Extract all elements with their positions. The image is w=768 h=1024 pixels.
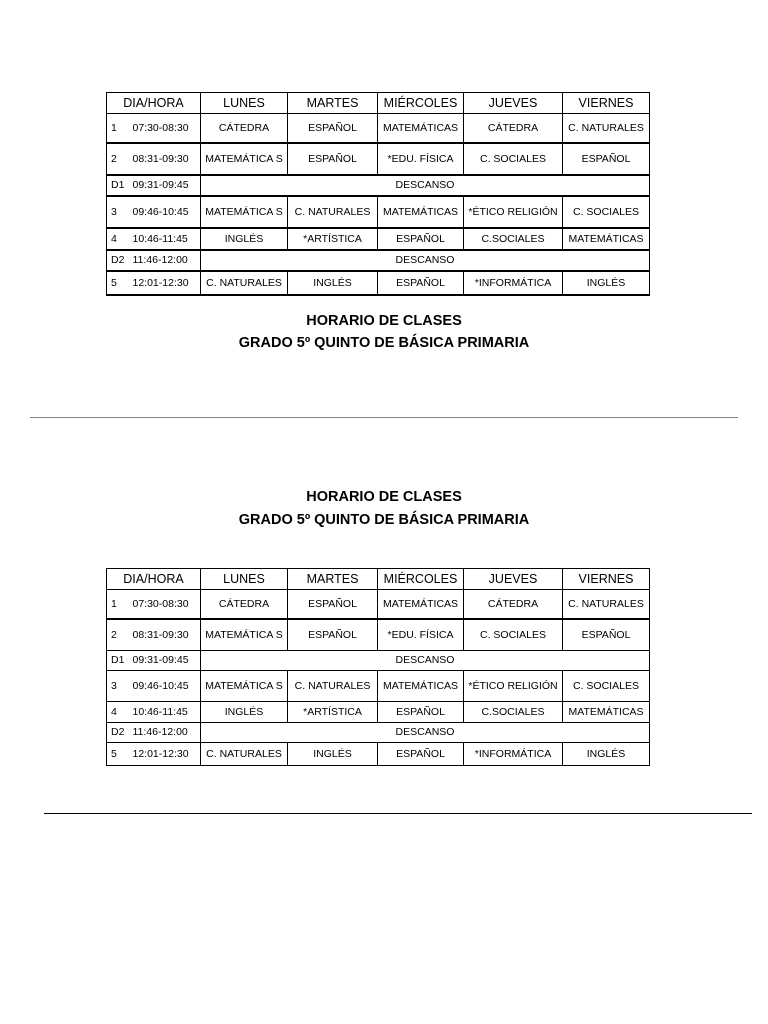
header-miercoles: MIÉRCOLES — [378, 93, 464, 114]
row-time: 11:46-12:00 — [129, 723, 201, 743]
header-row — [107, 569, 650, 590]
row-time: 07:30-08:30 — [129, 590, 201, 620]
row-index: 2 — [107, 619, 129, 651]
cell-miercoles: ESPAÑOL — [378, 702, 464, 723]
row-time: 12:01-12:30 — [129, 271, 201, 295]
row-index: D1 — [107, 651, 129, 671]
row-time: 09:46-10:45 — [129, 671, 201, 702]
cell-miercoles: MATEMÁTICAS — [378, 590, 464, 620]
break-label: DESCANSO — [201, 651, 650, 671]
cell-lunes: C. NATURALES — [201, 743, 288, 766]
cell-martes: C. NATURALES — [288, 196, 378, 228]
row-index: 5 — [107, 743, 129, 766]
row-time: 09:31-09:45 — [129, 651, 201, 671]
cell-viernes: C. SOCIALES — [563, 671, 650, 702]
row-index: 1 — [107, 114, 129, 144]
cell-jueves: C.SOCIALES — [464, 228, 563, 250]
cell-viernes: C. NATURALES — [563, 114, 650, 144]
cell-jueves: *INFORMÁTICA — [464, 743, 563, 766]
divider — [30, 417, 738, 418]
row-time: 08:31-09:30 — [129, 619, 201, 651]
row-index: 3 — [107, 671, 129, 702]
row-index: 2 — [107, 143, 129, 175]
cell-jueves: *ÉTICO RELIGIÓN — [464, 671, 563, 702]
row-time: 09:46-10:45 — [129, 196, 201, 228]
row-index: 4 — [107, 228, 129, 250]
header-viernes: VIERNES — [563, 569, 650, 590]
header-row — [107, 93, 650, 114]
table-row — [107, 702, 650, 723]
cell-miercoles: ESPAÑOL — [378, 228, 464, 250]
cell-lunes: INGLÉS — [201, 228, 288, 250]
page-title: HORARIO DE CLASES — [306, 313, 462, 329]
break-label: DESCANSO — [201, 250, 650, 271]
cell-martes: INGLÉS — [288, 743, 378, 766]
row-index: 1 — [107, 590, 129, 620]
cell-miercoles: ESPAÑOL — [378, 743, 464, 766]
row-index: D1 — [107, 175, 129, 196]
cell-martes: C. NATURALES — [288, 671, 378, 702]
cell-viernes: INGLÉS — [563, 743, 650, 766]
schedule-table-bottom — [106, 568, 650, 766]
cell-martes: *ARTÍSTICA — [288, 702, 378, 723]
table-row — [107, 590, 650, 620]
cell-martes: ESPAÑOL — [288, 619, 378, 651]
cell-viernes: MATEMÁTICAS — [563, 702, 650, 723]
cell-miercoles: MATEMÁTICAS — [378, 196, 464, 228]
row-time: 07:30-08:30 — [129, 114, 201, 144]
table-row — [107, 671, 650, 702]
cell-lunes: CÁTEDRA — [201, 590, 288, 620]
cell-miercoles: MATEMÁTICAS — [378, 671, 464, 702]
header-viernes: VIERNES — [563, 93, 650, 114]
header-martes: MARTES — [288, 93, 378, 114]
header-miercoles: MIÉRCOLES — [378, 569, 464, 590]
cell-miercoles: *EDU. FÍSICA — [378, 143, 464, 175]
cell-miercoles: *EDU. FÍSICA — [378, 619, 464, 651]
table-row — [107, 196, 650, 228]
schedule-table-top — [106, 92, 650, 296]
cell-jueves: CÁTEDRA — [464, 114, 563, 144]
row-time: 09:31-09:45 — [129, 175, 201, 196]
cell-martes: ESPAÑOL — [288, 143, 378, 175]
header-jueves: JUEVES — [464, 93, 563, 114]
break-row — [107, 250, 650, 271]
page-subtitle: GRADO 5º QUINTO DE BÁSICA PRIMARIA — [238, 512, 530, 528]
cell-martes: ESPAÑOL — [288, 590, 378, 620]
table-row — [107, 619, 650, 651]
cell-lunes: CÁTEDRA — [201, 114, 288, 144]
header-lunes: LUNES — [201, 569, 288, 590]
table-row — [107, 743, 650, 766]
break-row — [107, 175, 650, 196]
header-jueves: JUEVES — [464, 569, 563, 590]
header-lunes: LUNES — [201, 93, 288, 114]
break-label: DESCANSO — [201, 175, 650, 196]
table-row — [107, 143, 650, 175]
cell-miercoles: ESPAÑOL — [378, 271, 464, 295]
cell-lunes: MATEMÁTICA S — [201, 619, 288, 651]
cell-jueves: C.SOCIALES — [464, 702, 563, 723]
divider — [44, 813, 752, 814]
cell-jueves: *ÉTICO RELIGIÓN — [464, 196, 563, 228]
cell-martes: *ARTÍSTICA — [288, 228, 378, 250]
cell-lunes: INGLÉS — [201, 702, 288, 723]
header-dia-hora: DIA/HORA — [107, 569, 201, 590]
break-row — [107, 723, 650, 743]
cell-lunes: MATEMÁTICA S — [201, 671, 288, 702]
cell-martes: INGLÉS — [288, 271, 378, 295]
row-index: D2 — [107, 250, 129, 271]
cell-lunes: MATEMÁTICA S — [201, 196, 288, 228]
cell-viernes: C. SOCIALES — [563, 196, 650, 228]
cell-jueves: C. SOCIALES — [464, 143, 563, 175]
break-label: DESCANSO — [201, 723, 650, 743]
row-index: 3 — [107, 196, 129, 228]
cell-viernes: INGLÉS — [563, 271, 650, 295]
row-index: D2 — [107, 723, 129, 743]
cell-viernes: MATEMÁTICAS — [563, 228, 650, 250]
cell-martes: ESPAÑOL — [288, 114, 378, 144]
header-martes: MARTES — [288, 569, 378, 590]
table-row — [107, 271, 650, 295]
cell-lunes: MATEMÁTICA S — [201, 143, 288, 175]
row-time: 11:46-12:00 — [129, 250, 201, 271]
cell-miercoles: MATEMÁTICAS — [378, 114, 464, 144]
row-time: 12:01-12:30 — [129, 743, 201, 766]
row-time: 10:46-11:45 — [129, 702, 201, 723]
page-title: HORARIO DE CLASES — [306, 489, 462, 505]
cell-viernes: ESPAÑOL — [563, 619, 650, 651]
break-row — [107, 651, 650, 671]
cell-lunes: C. NATURALES — [201, 271, 288, 295]
row-time: 08:31-09:30 — [129, 143, 201, 175]
row-index: 5 — [107, 271, 129, 295]
header-dia-hora: DIA/HORA — [107, 93, 201, 114]
cell-jueves: *INFORMÁTICA — [464, 271, 563, 295]
cell-jueves: CÁTEDRA — [464, 590, 563, 620]
page-subtitle: GRADO 5º QUINTO DE BÁSICA PRIMARIA — [238, 335, 530, 351]
cell-jueves: C. SOCIALES — [464, 619, 563, 651]
row-time: 10:46-11:45 — [129, 228, 201, 250]
table-row — [107, 228, 650, 250]
cell-viernes: C. NATURALES — [563, 590, 650, 620]
table-row — [107, 114, 650, 144]
cell-viernes: ESPAÑOL — [563, 143, 650, 175]
row-index: 4 — [107, 702, 129, 723]
